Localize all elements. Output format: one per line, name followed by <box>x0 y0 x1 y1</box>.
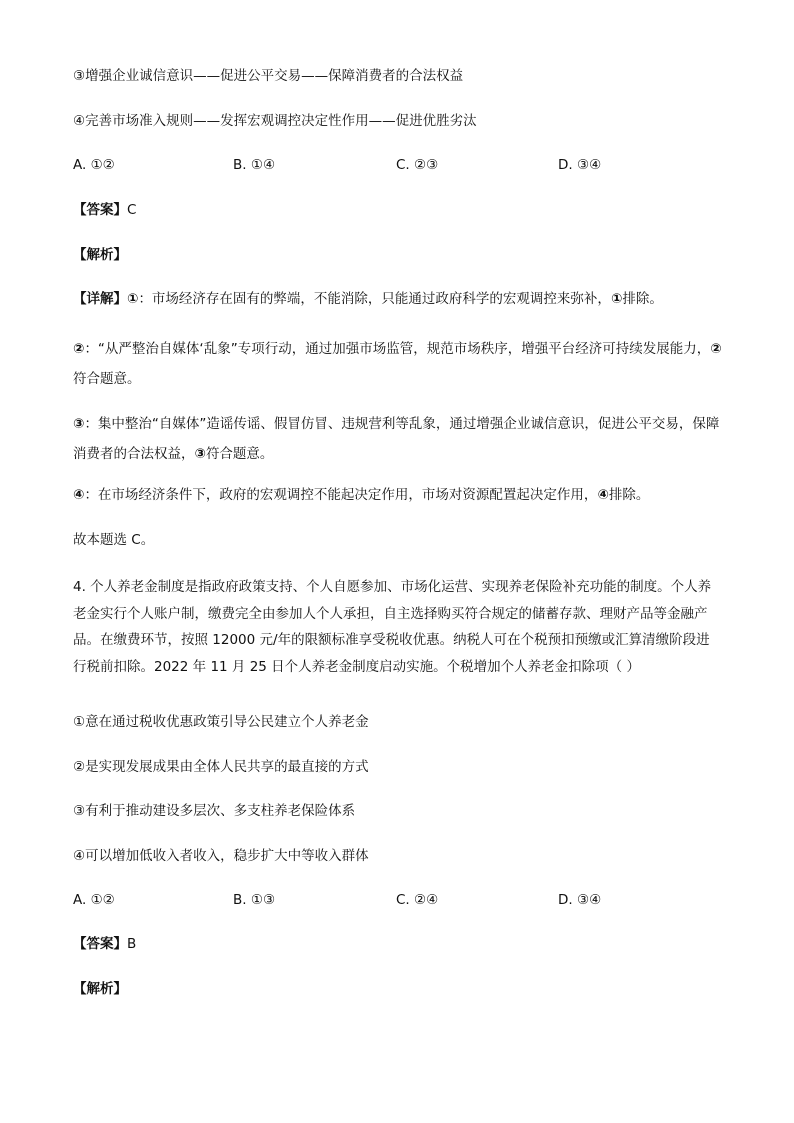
circled-num: ③ <box>194 446 206 462</box>
q4-option-d: D. ③④ <box>558 892 602 908</box>
q4-answer <box>73 934 136 954</box>
q3-detail-p1 <box>73 289 663 309</box>
q3-detail-p3 <box>73 409 723 469</box>
circled-num: ① <box>127 291 139 307</box>
answer-value: B <box>127 936 137 952</box>
answer-label: 【答案】 <box>73 202 127 218</box>
q3-option-d: D. ③④ <box>558 157 602 173</box>
circled-num: ④ <box>597 487 609 503</box>
q4-options <box>73 890 723 910</box>
q3-answer <box>73 200 136 220</box>
detail-end: 符合题意。 <box>73 371 141 387</box>
q3-item-3: ③增强企业诚信意识——促进公平交易——保障消费者的合法权益 <box>73 68 464 84</box>
q3-conclusion: 故本题选 C。 <box>73 532 155 548</box>
circled-num: ② <box>73 341 85 357</box>
q4-item-1: ①意在通过税收优惠政策引导公民建立个人养老金 <box>73 714 369 730</box>
q4-option-c: C. ②④ <box>396 892 439 908</box>
detail-end: 排除。 <box>622 291 663 307</box>
q3-option-a: A. ①② <box>73 157 115 173</box>
q4-analysis-label: 【解析】 <box>73 981 127 997</box>
q4-item-3: ③有利于推动建设多层次、多支柱养老保险体系 <box>73 803 356 819</box>
detail-label: 【详解】 <box>73 291 127 307</box>
q4-option-a: A. ①② <box>73 892 115 908</box>
answer-label: 【答案】 <box>73 936 127 952</box>
q3-item-4: ④完善市场准入规则——发挥宏观调控决定性作用——促进优胜劣汰 <box>73 113 477 129</box>
q4-item-2: ②是实现发展成果由全体人民共享的最直接的方式 <box>73 759 369 775</box>
detail-text: ：在市场经济条件下，政府的宏观调控不能起决定作用，市场对资源配置起决定作用， <box>84 487 598 503</box>
q3-detail-p2 <box>73 334 723 394</box>
q3-option-c: C. ②③ <box>396 157 439 173</box>
q3-detail-p4 <box>73 485 649 505</box>
q4-option-b: B. ①③ <box>233 892 276 908</box>
circled-num: ④ <box>73 487 85 503</box>
detail-text: ：集中整治“自媒体”造谣传谣、假冒仿冒、违规营利等乱象，通过增强企业诚信意识，促进公平交易，保障消费者的合法权益， <box>73 416 720 462</box>
circled-num: ① <box>610 291 623 307</box>
q3-analysis-label: 【解析】 <box>73 247 127 263</box>
circled-num: ③ <box>73 416 85 432</box>
q4-stem: 4. 个人养老金制度是指政府政策支持、个人自愿参加、市场化运营、实现养老保险补充功能的制度。个人养老金实行个人账户制，缴费完全由参加人个人承担，自主选择购买符合规定的储蓄存款、理财产品等金融产品。在缴费环节，按照 12000 元/年的限额标准享受税收优惠。纳税人可在个税预扣预缴或汇算清缴阶段进行税前扣除。2022 年 11 月 25 日个人养老金制度启动实施。个税增加个人养老金扣除项（ ） <box>73 579 712 675</box>
answer-value: C <box>127 202 137 218</box>
q3-options <box>73 155 723 175</box>
q3-option-b: B. ①④ <box>233 157 276 173</box>
q4-item-4: ④可以增加低收入者收入，稳步扩大中等收入群体 <box>73 848 369 864</box>
detail-end: 符合题意。 <box>205 446 274 462</box>
detail-text: ：“从严整治自媒体‘乱象”专项行动，通过加强市场监管，规范市场秩序，增强平台经济可持续发展能力， <box>84 341 711 357</box>
detail-end: 排除。 <box>608 487 650 503</box>
circled-num: ② <box>710 341 722 357</box>
detail-text: ：市场经济存在固有的弊端，不能消除，只能通过政府科学的宏观调控来弥补， <box>138 291 611 307</box>
